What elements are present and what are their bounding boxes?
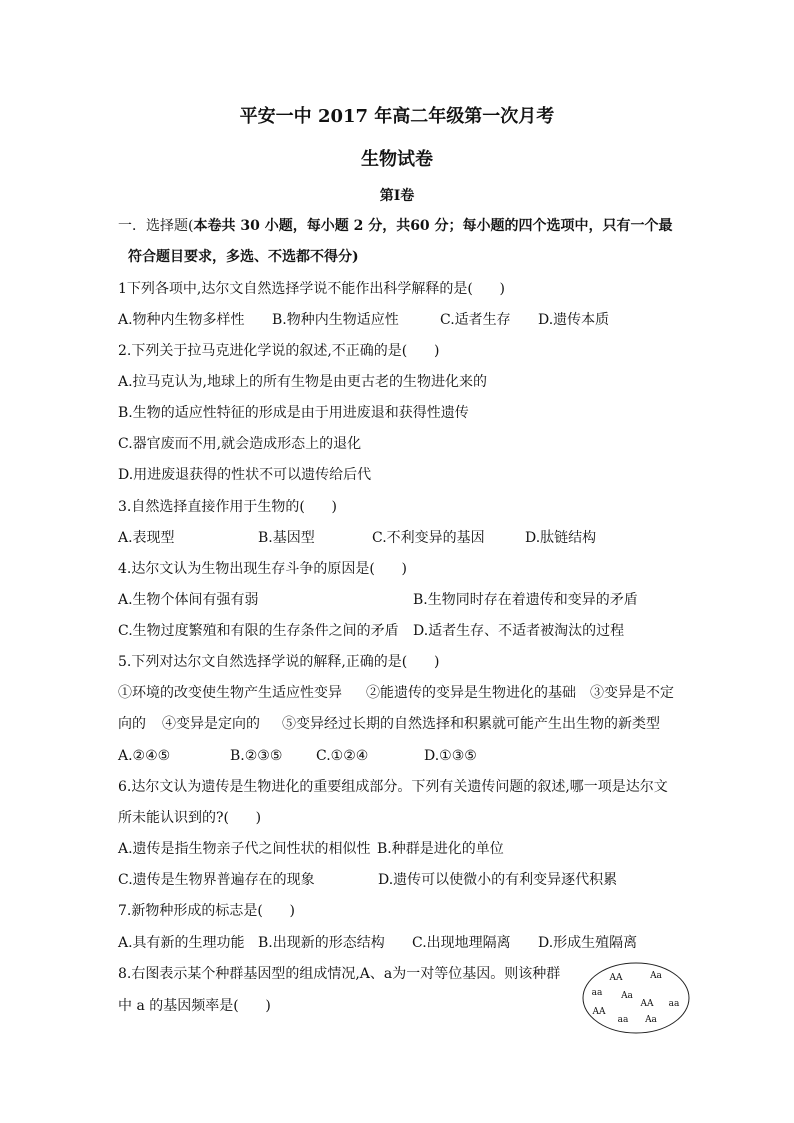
question-2-option-a: A.拉马克认为,地球上的所有生物是由更古老的生物进化来的 — [118, 374, 488, 390]
question-7-option-c: C.出现地理隔离 — [412, 935, 511, 951]
question-5-option-d: D.①③⑤ — [424, 748, 477, 764]
genotype-label: aa — [668, 999, 680, 1009]
part-heading: 第Ⅰ卷 — [379, 188, 415, 204]
genotype-label: Aa — [650, 971, 662, 981]
question-5-option-a: A.②④⑤ — [118, 748, 171, 764]
question-4-option-a: A.生物个体间有强有弱 — [118, 592, 259, 608]
question-3-option-d: D.肽链结构 — [525, 530, 597, 546]
question-5-statement-3: ③变异是不定 — [590, 685, 674, 701]
question-1-option-a: A.物种内生物多样性 — [118, 312, 245, 328]
question-5-statement-5: ⑤变异经过长期的自然选择和积累就可能产生出生物的新类型 — [282, 716, 660, 732]
question-3-option-a: A.表现型 — [118, 530, 175, 546]
genotype-label: aa — [617, 1015, 629, 1025]
question-6-option-b: B.种群是进化的单位 — [377, 841, 504, 857]
section-heading-prefix: 一．选择题( — [118, 218, 194, 234]
question-7-option-b: B.出现新的形态结构 — [258, 935, 385, 951]
genotype-label: Aa — [645, 1015, 657, 1025]
question-5-option-c: C.①②④ — [316, 748, 369, 764]
genotype-label: Aa — [621, 991, 633, 1001]
genotype-label: AA — [640, 999, 654, 1009]
exam-title: 平安一中 2017 年高二年级第一次月考 — [239, 106, 555, 127]
question-2-option-c: C.器官废而不用,就会造成形态上的退化 — [118, 436, 362, 452]
question-4-option-d: D.适者生存、不适者被淘汰的过程 — [413, 623, 625, 639]
question-1-option-d: D.遗传本质 — [538, 312, 610, 328]
exam-subject: 生物试卷 — [361, 149, 433, 170]
question-8-stem-line2: 中 a 的基因频率是( ) — [118, 998, 271, 1014]
question-6-stem: 6.达尔文认为遗传是生物进化的重要组成部分。下列有关遗传问题的叙述,哪一项是达尔文 — [118, 779, 668, 795]
question-7-option-a: A.具有新的生理功能 — [118, 935, 245, 951]
question-5-option-b: B.②③⑤ — [230, 748, 283, 764]
question-8-stem: 8.右图表示某个种群基因型的组成情况,A、a为一对等位基因。则该种群 — [118, 966, 561, 982]
question-5-statement-2: ②能遗传的变异是生物进化的基础 — [366, 685, 576, 701]
question-1-stem: 1下列各项中,达尔文自然选择学说不能作出科学解释的是( ) — [118, 281, 505, 297]
section-heading-line2: 符合题目要求，多选、不选都不得分) — [128, 249, 359, 265]
question-4-stem: 4.达尔文认为生物出现生存斗争的原因是( ) — [118, 561, 407, 577]
question-1-option-c: C.适者生存 — [440, 312, 511, 328]
question-3-option-b: B.基因型 — [258, 530, 315, 546]
question-5-statement-1: ①环境的改变使生物产生适应性变异 — [118, 685, 342, 701]
question-5-statement-3-cont: 向的 — [118, 716, 146, 732]
genotype-population-figure — [580, 960, 692, 1036]
question-3-option-c: C.不利变异的基因 — [372, 530, 485, 546]
question-5-statement-4: ④变异是定向的 — [162, 716, 260, 732]
genotype-label: AA — [592, 1007, 606, 1017]
section-heading-instructions: 本卷共 30 小题，每小题 2 分，共60 分；每小题的四个选项中，只有一个最 — [193, 218, 673, 234]
population-ellipse — [583, 963, 689, 1033]
question-4-option-c: C.生物过度繁殖和有限的生存条件之间的矛盾 — [118, 623, 399, 639]
question-6-option-a: A.遗传是指生物亲子代之间性状的相似性 — [118, 841, 371, 857]
question-6-option-c: C.遗传是生物界普遍存在的现象 — [118, 872, 315, 888]
genotype-label: AA — [609, 973, 623, 983]
question-2-option-b: B.生物的适应性特征的形成是由于用进废退和获得性遗传 — [118, 405, 469, 421]
question-3-stem: 3.自然选择直接作用于生物的( ) — [118, 499, 337, 515]
question-7-option-d: D.形成生殖隔离 — [538, 935, 638, 951]
question-4-option-b: B.生物同时存在着遗传和变异的矛盾 — [413, 592, 638, 608]
question-7-stem: 7.新物种形成的标志是( ) — [118, 903, 295, 919]
question-2-stem: 2.下列关于拉马克进化学说的叙述,不正确的是( ) — [118, 343, 440, 359]
question-6-option-d: D.遗传可以使微小的有利变异逐代积累 — [378, 872, 618, 888]
question-2-option-d: D.用进废退获得的性状不可以遗传给后代 — [118, 467, 372, 483]
question-5-stem: 5.下列对达尔文自然选择学说的解释,正确的是( ) — [118, 654, 440, 670]
question-6-stem-line2: 所未能认识到的?( ) — [118, 810, 262, 826]
section-heading — [118, 216, 673, 236]
genotype-label: aa — [591, 988, 603, 998]
question-1-option-b: B.物种内生物适应性 — [272, 312, 399, 328]
